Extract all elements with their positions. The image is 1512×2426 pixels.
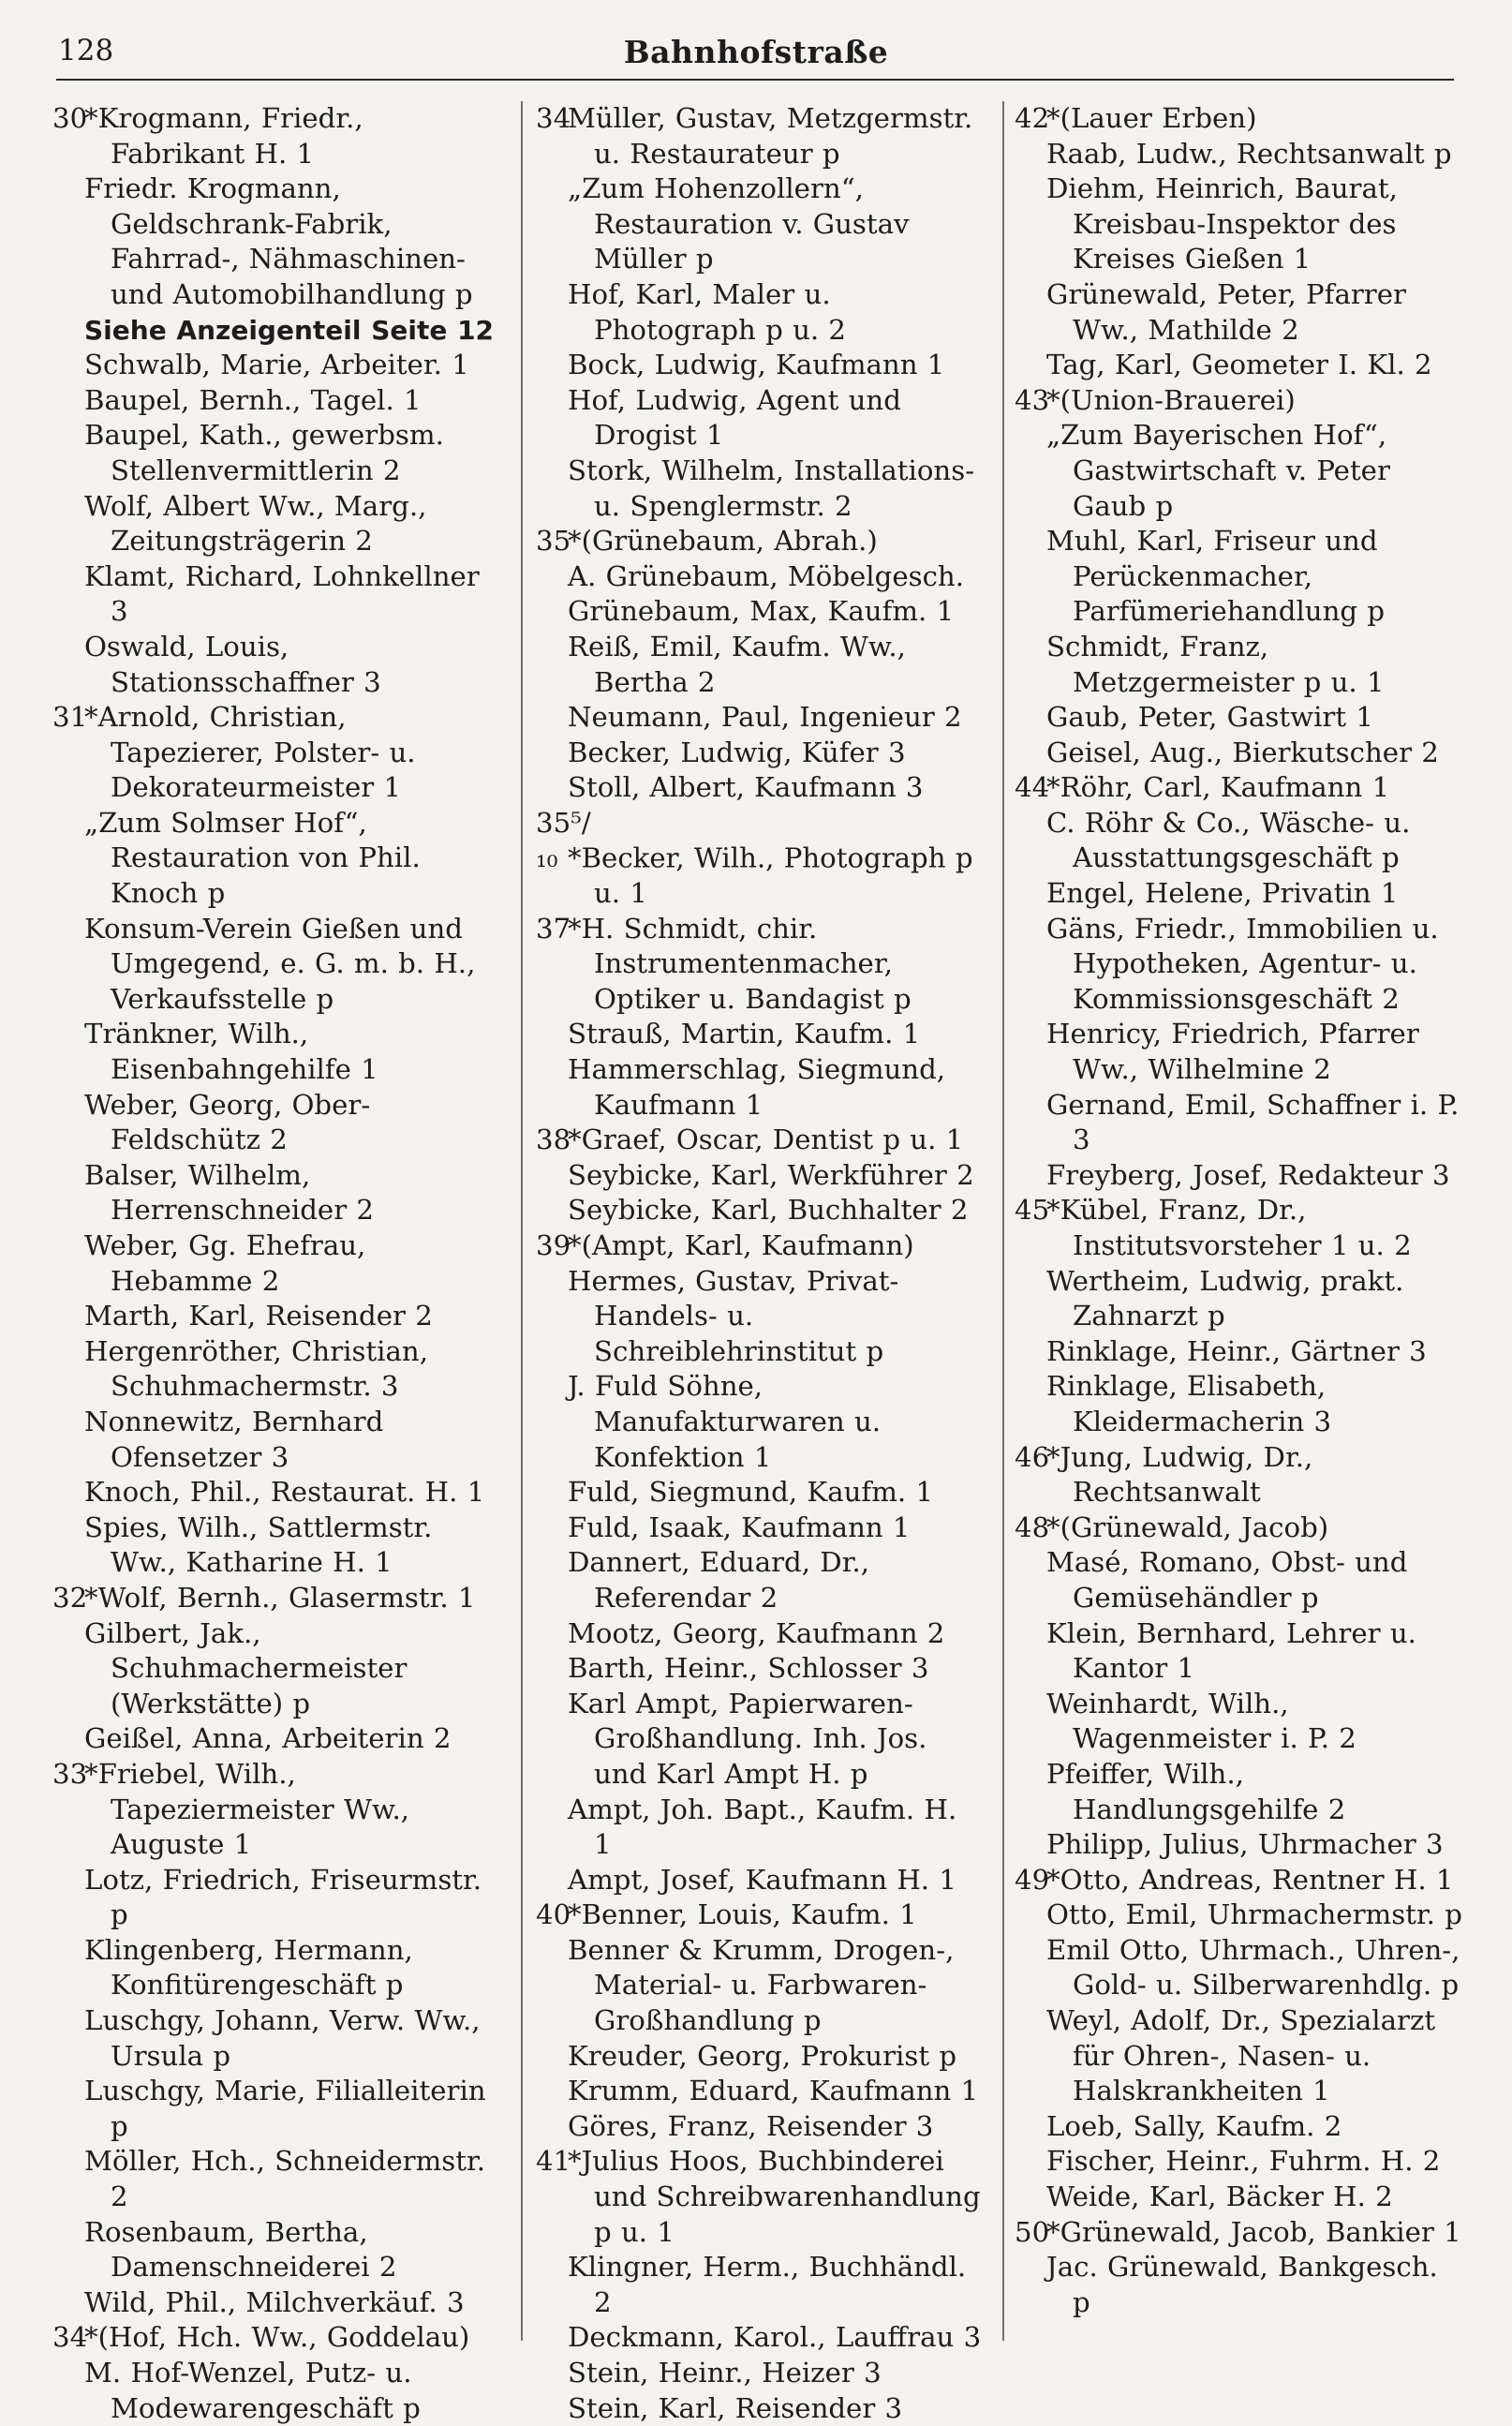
resident-entry — [1015, 1933, 1462, 2003]
resident-entry — [536, 1193, 984, 1228]
resident-entry — [1015, 630, 1462, 700]
entry-text: Nonnewitz, Bernhard Ofensetzer 3 — [84, 1405, 384, 1473]
resident-entry — [536, 1616, 984, 1652]
entry-text: *Julius Hoos, Buchbinderei und Schreibwarenhandlung p u. 1 — [568, 2145, 981, 2248]
entry-text: Seybicke, Karl, Werkführer 2 — [568, 1158, 974, 1191]
resident-entry — [536, 736, 984, 771]
house-number-entry — [52, 2320, 500, 2356]
resident-entry — [536, 454, 984, 524]
house-number: 35 — [536, 525, 571, 558]
house-number-entry — [536, 1228, 984, 1264]
resident-entry — [536, 171, 984, 277]
resident-entry — [52, 1228, 500, 1299]
house-number: 34 — [536, 102, 571, 134]
resident-entry — [536, 277, 984, 348]
entry-text: *Jung, Ludwig, Dr., Rechtsanwalt — [1046, 1440, 1313, 1509]
resident-entry — [1015, 1017, 1462, 1087]
resident-entry — [536, 348, 984, 383]
entry-text: Rinklage, Elisabeth, Kleidermacherin 3 — [1046, 1370, 1332, 1437]
house-number-entry — [1015, 1193, 1462, 1263]
entry-text: Ampt, Joh. Bapt., Kaufm. H. 1 — [568, 1793, 957, 1861]
entry-text: Grünewald, Peter, Pfarrer Ww., Mathilde 2 — [1046, 277, 1406, 346]
resident-entry — [52, 383, 500, 419]
entry-text: Geißel, Anna, Arbeiterin 2 — [84, 1722, 452, 1755]
house-number-entry — [52, 1757, 500, 1863]
resident-entry — [536, 1651, 984, 1687]
entry-text: Ampt, Josef, Kaufmann H. 1 — [568, 1863, 956, 1896]
resident-entry — [536, 1863, 984, 1898]
entry-text: „Zum Hohenzollern“, Restauration v. Gustav Müller p — [568, 172, 910, 275]
house-number-entry — [1015, 101, 1462, 137]
resident-entry — [1015, 1757, 1462, 1827]
resident-entry — [536, 383, 984, 454]
entry-text: *(Hof, Hch. Ww., Goddelau) — [84, 2321, 470, 2354]
resident-entry — [52, 348, 500, 383]
resident-entry — [536, 1052, 984, 1123]
resident-entry — [52, 1088, 500, 1158]
entry-text: Fuld, Isaak, Kaufmann 1 — [568, 1511, 911, 1543]
entry-text: Balser, Wilhelm, Herrenschneider 2 — [84, 1158, 374, 1227]
entry-text: Klingenberg, Hermann, Konfitürengeschäft p — [84, 1933, 413, 2002]
entry-text: M. Hof-Wenzel, Putz- u. Modewarengeschäft p — [84, 2357, 421, 2424]
resident-entry — [536, 594, 984, 630]
entry-text: Tränkner, Wilh., Eisenbahngehilfe 1 — [84, 1018, 378, 1086]
resident-entry — [1015, 524, 1462, 630]
resident-entry — [536, 1687, 984, 1793]
entry-text: „Zum Bayerischen Hof“, Gastwirtschaft v. Peter Gaub p — [1046, 419, 1390, 522]
entry-text: Hof, Karl, Maler u. Photograph p u. 2 — [568, 277, 846, 346]
entry-text: Neumann, Paul, Ingenieur 2 — [568, 701, 962, 734]
entry-text: Barth, Heinr., Schlosser 3 — [568, 1652, 929, 1685]
resident-entry — [536, 2356, 984, 2391]
entry-text: Diehm, Heinrich, Baurat, Kreisbau-Inspektor des Kreises Gießen 1 — [1046, 172, 1398, 275]
house-number: 33 — [52, 1757, 88, 1790]
entry-text: Masé, Romano, Obst- und Gemüsehändler p — [1046, 1546, 1408, 1614]
resident-entry — [52, 1933, 500, 2003]
resident-entry — [536, 630, 984, 700]
entry-text: Krumm, Eduard, Kaufmann 1 — [568, 2075, 979, 2107]
column-2 — [536, 101, 984, 2426]
resident-entry — [536, 1017, 984, 1052]
resident-entry — [52, 2215, 500, 2285]
resident-entry — [52, 1721, 500, 1757]
house-number-entry — [536, 1123, 984, 1158]
resident-entry — [52, 806, 500, 912]
entry-text: Strauß, Martin, Kaufm. 1 — [568, 1018, 921, 1050]
house-number-entry — [1015, 1440, 1462, 1511]
house-number: 46 — [1015, 1440, 1050, 1473]
entry-text: Gilbert, Jak., Schuhmachermeister (Werkstätte) p — [84, 1616, 408, 1719]
resident-entry — [52, 2074, 500, 2144]
house-number: 30 — [52, 102, 88, 134]
resident-entry — [52, 2144, 500, 2214]
entry-text: Gäns, Friedr., Immobilien u. Hypotheken, Agentur- u. Kommissionsgeschäft 2 — [1046, 912, 1439, 1015]
resident-entry — [52, 2285, 500, 2321]
resident-entry — [1015, 277, 1462, 348]
resident-entry — [1015, 348, 1462, 383]
entry-text: Benner & Krumm, Drogen-, Material- u. Farbwaren-Großhandlung p — [568, 1933, 955, 2037]
entry-text: Baupel, Kath., gewerbsm. Stellenvermittlerin 2 — [84, 419, 444, 486]
resident-entry — [536, 2250, 984, 2320]
entry-text: Philipp, Julius, Uhrmacher 3 — [1046, 1828, 1444, 1861]
entry-text: Gaub, Peter, Gastwirt 1 — [1046, 701, 1373, 734]
resident-entry — [536, 1793, 984, 1863]
resident-entry — [536, 2109, 984, 2145]
entry-text: Hammerschlag, Siegmund, Kaufmann 1 — [568, 1053, 946, 1121]
resident-entry — [536, 1511, 984, 1546]
resident-entry — [536, 2391, 984, 2426]
house-number-entry — [536, 101, 984, 171]
resident-entry — [52, 171, 500, 312]
resident-entry — [52, 630, 500, 700]
resident-entry — [1015, 700, 1462, 736]
entry-text: Möller, Hch., Schneidermstr. 2 — [84, 2145, 485, 2213]
entry-text: Weyl, Adolf, Dr., Spezialarzt für Ohren-, Nasen- u. Halskrankheiten 1 — [1046, 2004, 1436, 2107]
entry-text: Fuld, Siegmund, Kaufm. 1 — [568, 1476, 934, 1509]
house-number-entry — [1015, 2215, 1462, 2251]
resident-entry — [1015, 1264, 1462, 1334]
resident-entry — [1015, 137, 1462, 172]
resident-entry — [536, 1264, 984, 1370]
resident-entry — [1015, 1827, 1462, 1863]
resident-entry — [52, 559, 500, 630]
resident-entry — [52, 1616, 500, 1722]
resident-entry — [1015, 806, 1462, 876]
resident-entry — [52, 912, 500, 1018]
resident-entry — [52, 1334, 500, 1405]
entry-text: Müller, Gustav, Metzgermstr. u. Restaurateur p — [568, 102, 973, 170]
page-number: 128 — [58, 34, 114, 67]
page-header — [58, 28, 1454, 75]
entry-text: Stein, Heinr., Heizer 3 — [568, 2357, 882, 2389]
entry-text: Luschgy, Johann, Verw. Ww., Ursula p — [84, 2004, 481, 2072]
entry-text: *(Union-Brauerei) — [1046, 383, 1296, 416]
entry-text: Gernand, Emil, Schaffner i. P. 3 — [1046, 1088, 1460, 1156]
entry-text: Otto, Emil, Uhrmachermstr. p — [1046, 1898, 1462, 1931]
entry-text: Becker, Ludwig, Küfer 3 — [568, 736, 906, 768]
running-title: Bahnhofstraße — [623, 34, 889, 70]
entry-text: *(Lauer Erben) — [1046, 102, 1257, 134]
resident-entry — [536, 559, 984, 595]
entry-text: Hof, Ludwig, Agent und Drogist 1 — [568, 383, 901, 452]
entry-text: Weber, Gg. Ehefrau, Hebamme 2 — [84, 1229, 366, 1297]
entry-text: Hermes, Gustav, Privat-Handels- u. Schreiblehrinstitut p — [568, 1264, 899, 1367]
house-number: 35⁵/₁₀ — [536, 806, 591, 874]
entry-text: Weide, Karl, Bäcker H. 2 — [1046, 2180, 1393, 2213]
entry-text: *Krogmann, Friedr., Fabrikant H. 1 — [84, 102, 363, 170]
house-number: 39 — [536, 1229, 571, 1261]
entry-text: *Benner, Louis, Kaufm. 1 — [568, 1898, 917, 1931]
house-number: 31 — [52, 701, 88, 734]
entry-text: Göres, Franz, Reisender 3 — [568, 2109, 934, 2142]
resident-entry — [536, 1933, 984, 2039]
house-number: 50 — [1015, 2215, 1050, 2248]
house-number-entry — [1015, 770, 1462, 806]
resident-entry — [52, 1863, 500, 1933]
entry-text: Spies, Wilh., Sattlermstr. Ww., Katharine H. 1 — [84, 1511, 433, 1579]
entry-text: *Otto, Andreas, Rentner H. 1 — [1046, 1863, 1454, 1896]
entry-text: Lotz, Friedrich, Friseurmstr. p — [84, 1863, 482, 1931]
resident-entry — [1015, 1545, 1462, 1615]
header-rule — [56, 79, 1454, 81]
entry-text: Geisel, Aug., Bierkutscher 2 — [1046, 736, 1439, 768]
entry-text: Jac. Grünewald, Bankgesch. p — [1046, 2251, 1438, 2318]
resident-entry — [1015, 912, 1462, 1018]
entry-text: Klingner, Herm., Buchhändl. 2 — [568, 2251, 967, 2318]
resident-entry — [1015, 876, 1462, 912]
resident-entry — [536, 700, 984, 736]
entry-text: Luschgy, Marie, Filialleiterin p — [84, 2075, 486, 2142]
entry-text: Tag, Karl, Geometer I. Kl. 2 — [1046, 349, 1432, 381]
house-number-entry — [536, 2144, 984, 2250]
resident-entry — [52, 1158, 500, 1228]
entry-text: Weinhardt, Wilh., Wagenmeister i. P. 2 — [1046, 1687, 1356, 1755]
entry-text: Engel, Helene, Privatin 1 — [1046, 877, 1399, 910]
entry-text: Mootz, Georg, Kaufmann 2 — [568, 1616, 945, 1649]
entry-text: Fischer, Heinr., Fuhrm. H. 2 — [1046, 2145, 1441, 2178]
entry-text: Stork, Wilhelm, Installations- u. Spenglermstr. 2 — [568, 454, 975, 522]
resident-entry — [536, 2320, 984, 2356]
entry-text: Hergenröther, Christian, Schuhmachermstr. 3 — [84, 1334, 428, 1403]
resident-entry — [536, 2039, 984, 2075]
resident-entry — [1015, 1334, 1462, 1370]
column-divider — [521, 101, 523, 2341]
entry-text: Schwalb, Marie, Arbeiter. 1 — [84, 349, 469, 381]
resident-entry — [536, 1369, 984, 1475]
entry-text: Klamt, Richard, Lohnkellner 3 — [84, 559, 480, 628]
entry-text: Schmidt, Franz, Metzgermeister p u. 1 — [1046, 630, 1385, 698]
house-number: 34 — [52, 2321, 88, 2354]
resident-entry — [536, 770, 984, 806]
entry-text: J. Fuld Söhne, Manufakturwaren u. Konfektion 1 — [568, 1370, 882, 1473]
entry-text: Marth, Karl, Reisender 2 — [84, 1300, 433, 1332]
resident-entry — [52, 418, 500, 488]
entry-text: *H. Schmidt, chir. Instrumentenmacher, Optiker u. Bandagist p — [568, 912, 912, 1015]
entry-text: Friedr. Krogmann, Geldschrank-Fabrik, Fahrrad-, Nähmaschinen- und Automobilhandlung p — [84, 172, 473, 310]
entry-text: Konsum-Verein Gießen und Umgegend, e. G. m. b. H., Verkaufsstelle p — [84, 912, 476, 1015]
entry-text: Muhl, Karl, Friseur und Perückenmacher, Parfümeriehandlung p — [1046, 525, 1386, 628]
resident-entry — [52, 489, 500, 559]
resident-entry — [52, 313, 500, 349]
entry-text: Raab, Ludw., Rechtsanwalt p — [1046, 137, 1452, 170]
resident-entry — [1015, 418, 1462, 524]
entry-text: Henricy, Friedrich, Pfarrer Ww., Wilhelmine 2 — [1046, 1018, 1419, 1086]
entry-text: Bock, Ludwig, Kaufmann 1 — [568, 349, 945, 381]
entry-text: *Grünewald, Jacob, Bankier 1 — [1046, 2215, 1461, 2248]
resident-entry — [1015, 171, 1462, 277]
resident-entry — [536, 1545, 984, 1615]
resident-entry — [536, 1475, 984, 1511]
column-1 — [52, 101, 500, 2426]
house-number: 42 — [1015, 102, 1050, 134]
resident-entry — [1015, 2003, 1462, 2109]
resident-entry — [1015, 2144, 1462, 2180]
entry-text: *Röhr, Carl, Kaufmann 1 — [1046, 771, 1390, 804]
entry-text: Oswald, Louis, Stationsschaffner 3 — [84, 630, 381, 698]
resident-entry — [536, 2074, 984, 2109]
entry-text: *(Ampt, Karl, Kaufmann) — [568, 1229, 914, 1261]
resident-entry — [1015, 2180, 1462, 2215]
house-number-entry — [1015, 1863, 1462, 1898]
resident-entry — [52, 2356, 500, 2426]
entry-text: Weber, Georg, Ober-Feldschütz 2 — [84, 1088, 371, 1156]
entry-text: Klein, Bernhard, Lehrer u. Kantor 1 — [1046, 1616, 1416, 1685]
entry-text: Deckmann, Karol., Lauffrau 3 — [568, 2321, 982, 2354]
resident-entry — [1015, 2109, 1462, 2145]
resident-entry — [1015, 1616, 1462, 1687]
house-number: 37 — [536, 912, 571, 945]
entry-text: *Kübel, Franz, Dr., Institutsvorsteher 1 u. 2 — [1046, 1194, 1412, 1261]
house-number: 48 — [1015, 1511, 1050, 1543]
resident-entry — [52, 1475, 500, 1511]
entry-text: *(Grünewald, Jacob) — [1046, 1511, 1329, 1543]
entry-text: Freyberg, Josef, Redakteur 3 — [1046, 1158, 1450, 1191]
entry-text: *Wolf, Bernh., Glasermstr. 1 — [84, 1581, 476, 1614]
house-number-entry — [536, 524, 984, 559]
entry-text: Grünebaum, Max, Kaufm. 1 — [568, 595, 955, 628]
entry-text: Knoch, Phil., Restaurat. H. 1 — [84, 1476, 485, 1509]
entry-text: Reiß, Emil, Kaufm. Ww., Bertha 2 — [568, 630, 906, 698]
entry-text: *Arnold, Christian, Tapezierer, Polster- u. Dekorateurmeister 1 — [84, 701, 416, 804]
house-number-entry — [52, 101, 500, 171]
column-divider — [1002, 101, 1004, 2341]
entry-text: Dannert, Eduard, Dr., Referendar 2 — [568, 1546, 869, 1614]
resident-entry — [536, 1158, 984, 1194]
resident-entry — [1015, 1369, 1462, 1439]
entry-text: *Becker, Wilh., Photograph p u. 1 — [568, 841, 973, 910]
entry-text: Pfeiffer, Wilh., Handlungsgehilfe 2 — [1046, 1757, 1346, 1825]
resident-entry — [1015, 2250, 1462, 2320]
entry-text: Siehe Anzeigenteil Seite 12 — [84, 314, 495, 346]
entry-text: Stoll, Albert, Kaufmann 3 — [568, 771, 924, 804]
entry-text: C. Röhr & Co., Wäsche- u. Ausstattungsgeschäft p — [1046, 806, 1411, 874]
entry-text: Emil Otto, Uhrmach., Uhren-, Gold- u. Silberwarenhdlg. p — [1046, 1933, 1460, 2002]
entry-text: Karl Ampt, Papierwaren-Großhandlung. Inh. Jos. und Karl Ampt H. p — [568, 1687, 927, 1790]
resident-entry — [1015, 1898, 1462, 1933]
resident-entry — [52, 1405, 500, 1475]
entry-text: Wolf, Albert Ww., Marg., Zeitungsträgerin 2 — [84, 489, 427, 558]
entry-text: Wild, Phil., Milchverkäuf. 3 — [84, 2285, 465, 2318]
entry-text: A. Grünebaum, Möbelgesch. — [568, 559, 964, 592]
house-number: 32 — [52, 1581, 88, 1614]
house-number-entry — [536, 912, 984, 1018]
resident-entry — [52, 2003, 500, 2074]
house-number-entry — [536, 806, 984, 912]
entry-text: Stein, Karl, Reisender 3 — [568, 2391, 903, 2424]
resident-entry — [52, 1299, 500, 1334]
house-number: 44 — [1015, 771, 1050, 804]
entry-text: Seybicke, Karl, Buchhalter 2 — [568, 1194, 969, 1227]
house-number-entry — [52, 700, 500, 806]
entry-text: „Zum Solmser Hof“, Restauration von Phil. Knoch p — [84, 806, 421, 910]
resident-entry — [1015, 1088, 1462, 1158]
column-3 — [1015, 101, 1462, 2320]
resident-entry — [52, 1511, 500, 1581]
entry-text: Wertheim, Ludwig, prakt. Zahnarzt p — [1046, 1264, 1404, 1332]
entry-text: Baupel, Bernh., Tagel. 1 — [84, 383, 422, 416]
house-number: 40 — [536, 1898, 571, 1931]
entry-text: Kreuder, Georg, Prokurist p — [568, 2039, 957, 2072]
house-number: 38 — [536, 1124, 571, 1156]
entry-text: Rosenbaum, Bertha, Damenschneiderei 2 — [84, 2215, 397, 2284]
house-number: 41 — [536, 2145, 571, 2178]
house-number-entry — [1015, 1511, 1462, 1546]
resident-entry — [52, 1017, 500, 1087]
entry-text: Rinklage, Heinr., Gärtner 3 — [1046, 1334, 1427, 1367]
entry-text: Loeb, Sally, Kaufm. 2 — [1046, 2109, 1342, 2142]
house-number: 43 — [1015, 383, 1050, 416]
resident-entry — [1015, 1158, 1462, 1194]
house-number-entry — [1015, 383, 1462, 419]
entry-text: *(Grünebaum, Abrah.) — [568, 525, 878, 558]
entry-text: *Friebel, Wilh., Tapeziermeister Ww., Auguste 1 — [84, 1757, 410, 1861]
resident-entry — [1015, 736, 1462, 771]
house-number: 45 — [1015, 1194, 1050, 1227]
entry-text: *Graef, Oscar, Dentist p u. 1 — [568, 1124, 964, 1156]
house-number-entry — [52, 1581, 500, 1616]
resident-entry — [1015, 1687, 1462, 1757]
house-number-entry — [536, 1898, 984, 1933]
house-number: 49 — [1015, 1863, 1050, 1896]
